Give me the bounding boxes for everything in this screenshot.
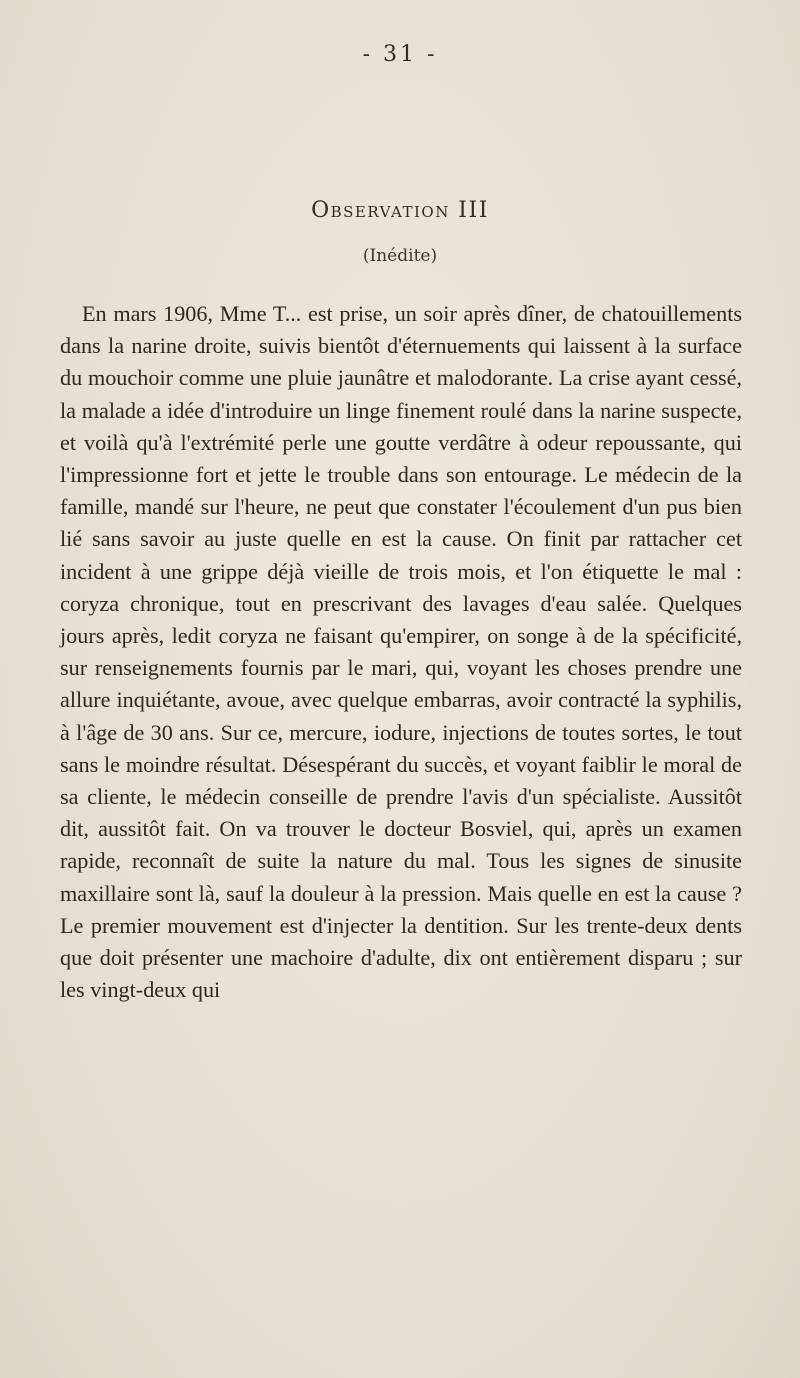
observation-subheading: (Inédite) (362, 246, 438, 266)
body-paragraph: En mars 1906, Mme T... est prise, un soir après dîner, de chatouillements dans la narine droite, suivis bientôt d'éternuements qui laissent à la surface du mouchoir comme une pluie jaunâtre et malodorante. La crise ayant cessé, la malade a idée d'introduire un linge finement roulé dans la narine suspecte, et voilà qu'à l'extrémité perle une goutte verdâtre à odeur repoussante, qui l'impressionne fort et jette le trouble dans son entourage. Le médecin de la famille, mandé sur l'heure, ne peut que constater l'écoulement d'un pus bien lié sans savoir au juste quelle en est la cause. On finit par rattacher cet incident à une grippe déjà vieille de trois mois, et l'on étiquette le mal : coryza chronique, tout en prescrivant des lavages d'eau salée. Quelques jours après, ledit coryza ne faisant qu'empirer, on songe à de la spécificité, sur renseignements fournis par le mari, qui, voyant les choses prendre une allure inquiétante, avoue, avec quelque embarras, avoir contracté la syphilis, à l'âge de 30 ans. Sur ce, mercure, iodure, injections de toutes sortes, le tout sans le moindre résultat. Désespérant du succès, et voyant faiblir le moral de sa cliente, le médecin conseille de prendre l'avis d'un spécialiste. Aussitôt dit, aussitôt fait. On va trouver le docteur Bosviel, qui, après un examen rapide, reconnaît de suite la nature du mal. Tous les signes de sinusite maxillaire sont là, sauf la douleur à la pression. Mais quelle en est la cause ? Le premier mouvement est d'injecter la dentition. Sur les trente-deux dents que doit présenter une machoire d'adulte, dix ont entièrement disparu ; sur les vingt-deux qui (60, 301, 742, 1003)
observation-heading: Observation III (311, 198, 489, 223)
page-number: - 31 - (362, 42, 438, 67)
